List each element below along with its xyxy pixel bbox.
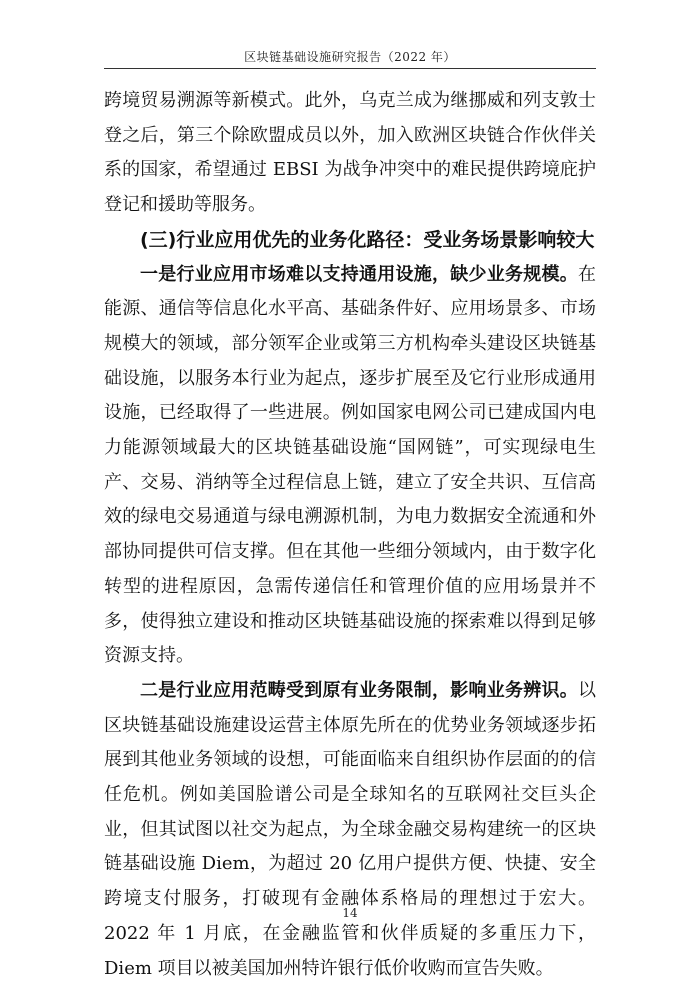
- paragraph-point-2: [104, 674, 596, 986]
- section-heading: (三)行业应用优先的业务化路径：受业务场景影响较大: [140, 228, 595, 251]
- paragraph-point-1: [104, 258, 596, 674]
- header-rule: [104, 68, 596, 69]
- continued-paragraph: 跨境贸易溯源等新模式。此外，乌克兰成为继挪威和列支敦士登之后，第三个除欧盟成员以外，加入欧洲区块链合作伙伴关系的国家，希望通过 EBSI 为战争冲突中的难民提供跨境庇护登记和援助等服务。: [104, 90, 596, 216]
- page-content: [104, 84, 596, 986]
- point-2-lead: 二是行业应用范畴受到原有业务限制，影响业务辨识。: [140, 679, 578, 701]
- point-1-lead: 一是行业应用市场难以支持通用设施，缺少业务规模。: [140, 263, 578, 285]
- page-number: 14: [342, 906, 358, 920]
- point-2-text: 以区块链基础设施建设运营主体原先所在的优势业务领域逐步拓展到其他业务领域的设想，可能面临来自组织协作层面的的信任危机。例如美国脸谱公司是全球知名的互联网社交巨头企业，但其试图以社交为起点，为全球金融交易构建统一的区块链基础设施 Diem，为超过 20 亿用户提供方便、快捷、安全跨境支付服务，打破现有金融体系格局的理想过于宏大。2022 年 1 月底，在金融监管和伙伴质疑的多重压力下，Diem 项目以被美国加州特许银行低价收购而宣告失败。: [104, 679, 596, 979]
- running-header: 区块链基础设施研究报告（2022 年）: [244, 50, 456, 64]
- point-1-text: 在能源、通信等信息化水平高、基础条件好、应用场景多、市场规模大的领域，部分领军企业或第三方机构牵头建设区块链基础设施，以服务本行业为起点，逐步扩展至及它行业形成通用设施，已经取得了一些进展。例如国家电网公司已建成国内电力能源领域最大的区块链基础设施“国网链”，可实现绿电生产、交易、消纳等全过程信息上链，建立了安全共识、互信高效的绿电交易通道与绿电溯源机制，为电力数据安全流通和外部协同提供可信支撑。但在其他一些细分领域内，由于数字化转型的进程原因，急需传递信任和管理价值的应用场景并不多，使得独立建设和推动区块链基础设施的探索难以得到足够资源支持。: [104, 263, 596, 667]
